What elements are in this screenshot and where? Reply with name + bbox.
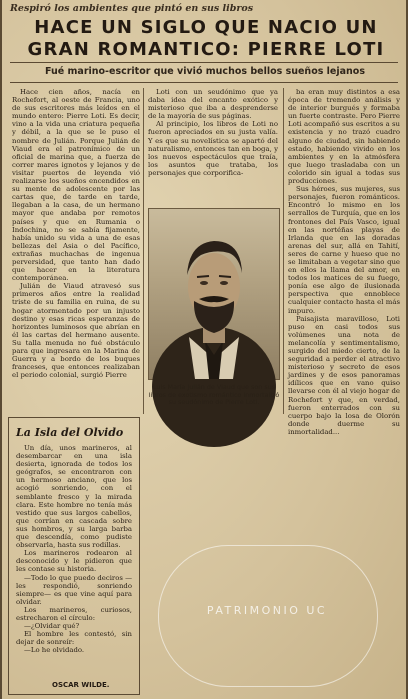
- sidebar-paragraph: El hombre les contestó, sin dejar de sonreír:: [16, 630, 132, 647]
- sidebar-paragraph: —¿Olvidar qué?: [24, 622, 80, 631]
- sidebar-signature: OSCAR WILDE.: [52, 681, 110, 689]
- article-column-1: [12, 88, 140, 414]
- article-paragraph: ba eran muy distintos a esa época de tremendo análisis y de interior burgués y formaba un fuerte contraste. Pero Pierre Loti acompañó sus escritos a su existencia y no trazó cuadro alguno de ciudad, sin habiendo estado, habiendo vivido en los ambientes y en la atmósfera que luego trasladaba con un colorido sin igual a todas sus producciones.: [288, 88, 400, 186]
- article-paragraph: Julián de Viaud atravesó sus primeros años entre la realidad triste de su familia en ruina, de su hogar atormentado por un injusto destino y esas ricas esperanzas de horizontes luminosos que abrían en él las cartas del hermano ausente. Su talla menuda no fué obstáculo para que ingresara en la Marina de Guerra y a bordo de los buques franceses, que entonces realizaban el periodo colonial, surgió Pierre: [12, 282, 140, 380]
- sidebar-paragraph: —Lo he olvidado.: [24, 646, 85, 655]
- sidebar-paragraph: Los marineros, curiosos, estrecharon el círculo:: [16, 605, 132, 622]
- article-paragraph: Loti con un seudónimo que ya daba idea del encanto exótico y misterioso que iba a desprenderse de la mayoría de sus páginas.: [148, 88, 278, 121]
- kicker-line: Respiró los ambientes que pintó en sus libros: [10, 3, 254, 14]
- column-divider: [283, 88, 284, 414]
- article-paragraph: Al principio, los libros de Loti no fueron apreciados en su justa valía. Y es que su novelística se apartó del naturalismo, entonces tan en boga, y los nuevos espectáculos que traía, los asuntos que trataba, los personajes que corporifica-: [148, 120, 278, 177]
- portrait-illustration: [149, 209, 279, 379]
- article-column-3: [288, 88, 400, 436]
- article-paragraph: Sus héroes, sus mujeres, sus personajes, fueron románticos. Encontró lo mismo en los serrallos de Turquía, que en los frontones del País Vasco, igual en las nortéñas playas de Irlanda que en las doradas arenas del sur, allá en Tahití, seres de carne y hueso que no se limitaban a vegetar sino que en ellos la llama del amor, en todos los matices de su fuego, ponía ese algo de ilusionada perspectiva que ennoblece cualquier contacto hasta el más impuro.: [288, 185, 400, 315]
- headline-line-2: GRAN ROMANTICO: PIERRE LOTI: [27, 39, 385, 60]
- sidebar-paragraph: —Todo lo que puedo deciros —les respondió, sonriendo siempre— es que vine aquí para olvidar.: [16, 573, 132, 606]
- sidebar-paragraph: Los marineros rodearon al desconocido y le pidieron que les contase su historia.: [16, 549, 132, 574]
- article-column-2: [148, 88, 278, 204]
- photo-caption: Luis María Julián de Viaud que son sus libros de exotismo romántico inmortalizó su seudónimo de Pierre Loti.: [148, 383, 280, 407]
- portrait-photo: [148, 208, 280, 380]
- subhead-rule: [10, 82, 398, 83]
- headline-rule: [10, 62, 398, 63]
- subheadline: Fué marino-escritor que vivió muchos bellos sueños lejanos: [44, 66, 365, 77]
- sidebar-text: [16, 444, 132, 678]
- article-paragraph: Hace cien años, nacía en Rochefort, al oeste de Francia, uno de sus escritores más leídos en el mundo entero: Pierre Loti. Es decir, vino a la vida una criatura pequeña y débil, a la que se le puso el nombre de Julián. Porque Julián de Viaud era el patronímico de un oficial de marina que, a fuerza de correr mares ignotos y lejanos y de visitar puertos de leyenda vió realizarse los sueños encendidos en su mente de adolescente por las cartas que, de tarde en tarde, llegaban a la casa, de un hermano mayor que andaba por remotos países y que en Rumania o Indochina, no se sabía fijamente, había unido su vida a una de esas bellezas del Asia o del Pacífico, extrañas muchachas de ingenua perversidad, que tanto han dado que hacer en la literatura contemporánea.: [12, 88, 140, 283]
- newspaper-page: [2, 0, 406, 699]
- sidebar-paragraph: Un día, unos marineros, al desembarcar en una isla desierta, ignorada de todos los geógrafos, se encontraron con un hermoso anciano, que los acogió sonriendo, con el semblante fresco y la mirada clara. Este hombre no tenía más vestido que sus largos cabellos, que corrían en cascada sobre sus hombros, y su larga barba que descendía, como pudiste observarla, hasta sus rodillas.: [16, 444, 132, 550]
- watermark-text: PATRIMONIO UC: [206, 604, 328, 617]
- column-divider: [143, 88, 144, 414]
- headline-line-1: HACE UN SIGLO QUE NACIO UN: [34, 17, 378, 38]
- sidebar-title: La Isla del Olvido: [16, 426, 124, 439]
- article-paragraph: Paisajista maravilloso, Loti puso en casi todos sus volúmenes una nota de melancolía y sentimentalismo, surgido del miedo cierto, de la seguridad a perder el atractivo misterioso y secreto de esos jardines y de esos panoramas idílicos que en vano quiso llevarse con él al viejo hogar de Rochefort y que, en verdad, fueron enterrados con su cuerpo bajo la losa de Olorón donde duerme su inmortalidad...: [288, 314, 400, 436]
